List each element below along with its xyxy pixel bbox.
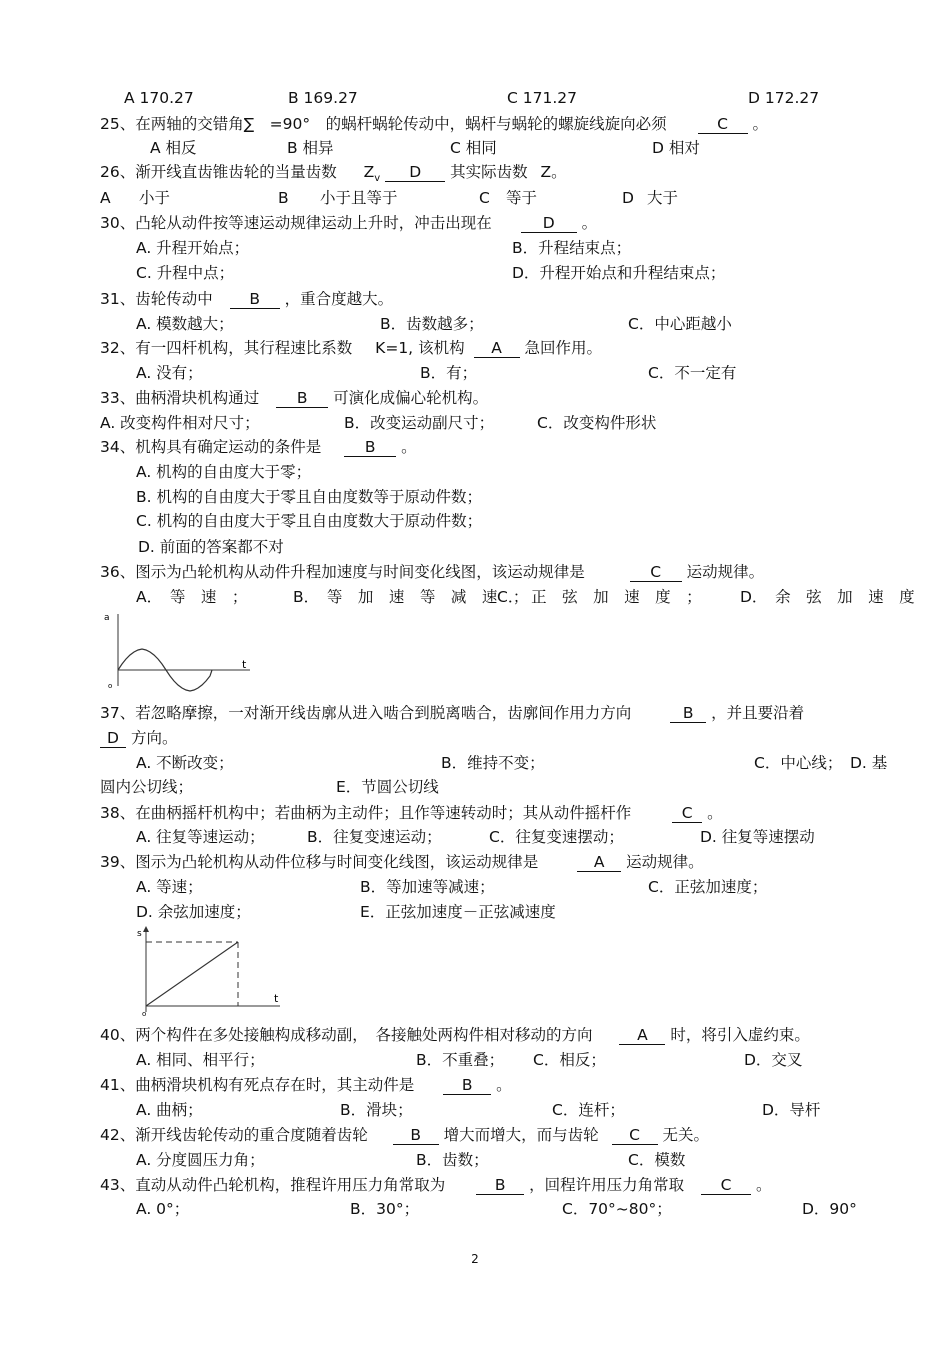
q37-option-a: A. 不断改变；: [136, 754, 234, 772]
q39-displacement-graph: [132, 922, 292, 1018]
q39-option-e: E．正弦加速度－正弦减速度: [360, 903, 556, 921]
q32-question: [100, 338, 602, 358]
q43-answer-2: C: [701, 1177, 751, 1195]
q30-suffix: 。: [581, 214, 598, 232]
q26-option-d-letter: D: [622, 189, 634, 207]
q39-fig-y-label: s: [137, 929, 142, 939]
q30-question: [100, 213, 597, 233]
q26-text: 26、渐开线直齿锥齿轮的当量齿数: [100, 163, 337, 181]
q43-suffix: 。: [756, 1176, 772, 1194]
q34-option-a: A. 机构的自由度大于零；: [136, 463, 312, 481]
q42-option-a: A. 分度圆压力角；: [136, 1151, 265, 1169]
q36-fig-x-label: t: [242, 658, 247, 671]
q40-suffix: 时，将引入虚约束。: [670, 1026, 810, 1044]
q42-option-c: C．模数: [628, 1151, 686, 1169]
q26-zv-sub: v: [374, 173, 381, 185]
q33-text: 33、曲柄滑块机构通过: [100, 389, 260, 407]
q31-suffix: ，重合度越大。: [284, 290, 394, 308]
q38-text: 38、在曲柄摇杆机构中；若曲柄为主动件；且作等速转动时；其从动件摇杆作: [100, 804, 632, 822]
q39-fig-origin-label: o: [142, 1010, 147, 1018]
q24-option-a: A 170.27: [124, 89, 194, 107]
q37-option-c: C．中心线；: [754, 754, 843, 772]
q25-answer: C: [698, 116, 748, 134]
q33-question: [100, 388, 488, 408]
q38-question: [100, 803, 723, 823]
q43-answer-1: B: [476, 1177, 524, 1195]
q25-text: 25、在两轴的交错角∑ =90° 的蜗杆蜗轮传动中，蜗杆与蜗轮的螺旋线旋向必须: [100, 115, 667, 133]
q39-option-d: D. 余弦加速度；: [136, 903, 251, 921]
q43-text: 43、直动从动件凸轮机构，推程许用压力角常取为: [100, 1176, 446, 1194]
q40-option-c: C．相反；: [533, 1051, 606, 1069]
q40-option-a: A. 相同、相平行；: [136, 1051, 265, 1069]
q31-text: 31、齿轮传动中: [100, 290, 213, 308]
q37-option-e: E．节圆公切线: [336, 778, 439, 796]
q40-answer: A: [619, 1027, 665, 1045]
q33-option-a: A. 改变构件相对尺寸；: [100, 414, 260, 432]
q43-mid: ，回程许用压力角常取: [529, 1176, 685, 1194]
q40-question: [100, 1025, 810, 1045]
q43-option-a: A. 0°；: [136, 1200, 190, 1218]
q37-question: [100, 703, 804, 723]
q31-answer: B: [230, 291, 280, 309]
q37-suffix: 方向。: [130, 729, 178, 747]
q26-option-b-letter: B: [278, 189, 289, 207]
q39-answer: A: [577, 854, 621, 872]
q34-option-b: B. 机构的自由度大于零且自由度数等于原动件数；: [136, 488, 482, 506]
q36-fig-y-label: a: [104, 613, 110, 623]
q37-answer-1: B: [670, 705, 706, 723]
q37-question-cont: [100, 728, 177, 748]
q32-answer: A: [474, 340, 520, 358]
q40-option-b: B．不重叠；: [416, 1051, 505, 1069]
q36-suffix: 运动规律。: [686, 563, 765, 581]
q41-suffix: 。: [496, 1076, 512, 1094]
q34-suffix: 。: [401, 438, 417, 456]
q39-text: 39、图示为凸轮机构从动件位移与时间变化线图，该运动规律是: [100, 853, 539, 871]
q41-option-d: D．导杆: [762, 1101, 821, 1119]
q25-question: [100, 114, 768, 134]
q36-option-b: B． 等 加 速 等 减 速 ；: [293, 588, 529, 606]
q26-mid: 其实际齿数: [450, 163, 528, 181]
q32-k: K=1,: [375, 339, 414, 357]
q39-option-b: B．等加速等减速；: [360, 878, 495, 896]
q43-option-d: D．90°: [802, 1200, 857, 1218]
q42-mid: 增大而增大，而与齿轮: [443, 1126, 599, 1144]
q38-suffix: 。: [707, 804, 723, 822]
q41-text: 41、曲柄滑块机构有死点存在时，其主动件是: [100, 1076, 415, 1094]
q42-option-b: B．齿数；: [416, 1151, 489, 1169]
q42-question: [100, 1125, 709, 1145]
q30-text: 30、凸轮从动件按等速运动规律运动上升时，冲击出现在: [100, 214, 492, 232]
q30-option-b: B．升程结束点；: [512, 239, 632, 257]
q33-suffix: 可演化成偏心轮机构。: [333, 389, 489, 407]
q36-answer: C: [630, 564, 682, 582]
q36-acceleration-graph: [100, 608, 260, 700]
q41-question: [100, 1075, 512, 1095]
q42-suffix: 无关。: [662, 1126, 710, 1144]
q34-answer: B: [344, 439, 396, 457]
q25-suffix: 。: [752, 115, 769, 133]
q30-option-d: D．升程开始点和升程结束点；: [512, 264, 726, 282]
q32-option-c: C．不一定有: [648, 364, 737, 382]
q39-option-a: A. 等速；: [136, 878, 203, 896]
q37-option-b: B．维持不变；: [441, 754, 545, 772]
q31-option-b: B．齿数越多；: [380, 315, 484, 333]
q34-option-d: D. 前面的答案都不对: [138, 538, 284, 556]
q33-option-c: C．改变构件形状: [537, 414, 657, 432]
q32-mid: 该机构: [418, 339, 465, 357]
q38-option-b: B．往复变速运动；: [307, 828, 442, 846]
q26-option-c: 等于: [506, 189, 538, 207]
q37-option-d: D. 基: [850, 754, 888, 772]
q42-answer-2: C: [612, 1127, 658, 1145]
q32-option-a: A. 没有；: [136, 364, 203, 382]
q33-option-b: B．改变运动副尺寸；: [344, 414, 495, 432]
q36-option-c: C． 正 弦 加 速 度 ；: [497, 588, 702, 606]
q43-option-b: B．30°；: [350, 1200, 420, 1218]
q37-option-d-cont: 圆内公切线；: [100, 778, 194, 796]
q25-option-a: A 相反: [150, 139, 197, 157]
q24-option-b: B 169.27: [288, 89, 358, 107]
q26-option-a: 小于: [139, 189, 171, 207]
q24-option-d: D 172.27: [748, 89, 820, 107]
q40-option-d: D．交叉: [744, 1051, 803, 1069]
q42-answer-1: B: [393, 1127, 439, 1145]
q36-fig-origin-label: o: [108, 682, 113, 690]
q34-question: [100, 437, 417, 457]
q37-text: 37、若忽略摩擦，一对渐开线齿廓从进入啮合到脱离啮合，齿廓间作用力方向: [100, 704, 632, 722]
q36-text: 36、图示为凸轮机构从动件升程加速度与时间变化线图，该运动规律是: [100, 563, 585, 581]
q25-option-c: C 相同: [450, 139, 497, 157]
q37-mid: ，并且要沿着: [711, 704, 805, 722]
q26-answer: D: [385, 164, 445, 182]
q26-option-d: 大于: [647, 189, 679, 207]
q26-suffix: 。: [551, 163, 567, 181]
q41-option-a: A. 曲柄；: [136, 1101, 203, 1119]
q26-option-c-letter: C: [479, 189, 490, 207]
q37-answer-2: D: [100, 730, 126, 748]
q31-option-a: A. 模数越大；: [136, 315, 234, 333]
q38-option-c: C．往复变速摆动；: [489, 828, 624, 846]
q33-answer: B: [276, 390, 328, 408]
q38-answer: C: [672, 805, 702, 823]
q36-question: [100, 562, 764, 582]
q38-option-d: D. 往复等速摆动: [700, 828, 815, 846]
q25-option-b: B 相异: [287, 139, 334, 157]
q25-option-d: D 相对: [652, 139, 700, 157]
q39-suffix: 运动规律。: [626, 853, 704, 871]
q30-answer: D: [521, 215, 577, 233]
q34-text: 34、机构具有确定运动的条件是: [100, 438, 322, 456]
q26-question: [100, 162, 567, 189]
q39-fig-x-label: t: [274, 992, 279, 1005]
q41-option-b: B．滑块；: [340, 1101, 413, 1119]
q36-option-a: A． 等 速 ；: [136, 588, 248, 606]
q39-question: [100, 852, 704, 872]
q41-option-c: C．连杆；: [552, 1101, 625, 1119]
q26-zv: Z: [363, 163, 375, 181]
q43-option-c: C．70°~80°；: [562, 1200, 672, 1218]
q26-option-b: 小于且等于: [320, 189, 398, 207]
q38-option-a: A. 往复等速运动；: [136, 828, 265, 846]
q30-option-a: A. 升程开始点；: [136, 239, 250, 257]
q24-option-c: C 171.27: [507, 89, 577, 107]
q26-option-a-letter: A: [100, 189, 111, 207]
q31-option-c: C．中心距越小: [628, 315, 732, 333]
q26-z: Z: [540, 163, 552, 181]
page-number: 2: [471, 1252, 479, 1266]
q40-text: 40、两个构件在多处接触构成移动副， 各接触处两构件相对移动的方向: [100, 1026, 593, 1044]
q43-question: [100, 1175, 772, 1195]
q41-answer: B: [443, 1077, 491, 1095]
q36-option-d: D． 余 弦 加 速 度: [740, 588, 915, 606]
q32-suffix: 急回作用。: [524, 339, 602, 357]
q34-option-c: C. 机构的自由度大于零且自由度数大于原动件数；: [136, 512, 483, 530]
q39-option-c: C．正弦加速度；: [648, 878, 768, 896]
q31-question: [100, 289, 393, 309]
q42-text: 42、渐开线齿轮传动的重合度随着齿轮: [100, 1126, 368, 1144]
q32-text: 32、有一四杆机构，其行程速比系数: [100, 339, 353, 357]
q32-option-b: B．有；: [420, 364, 478, 382]
q30-option-c: C. 升程中点；: [136, 264, 235, 282]
